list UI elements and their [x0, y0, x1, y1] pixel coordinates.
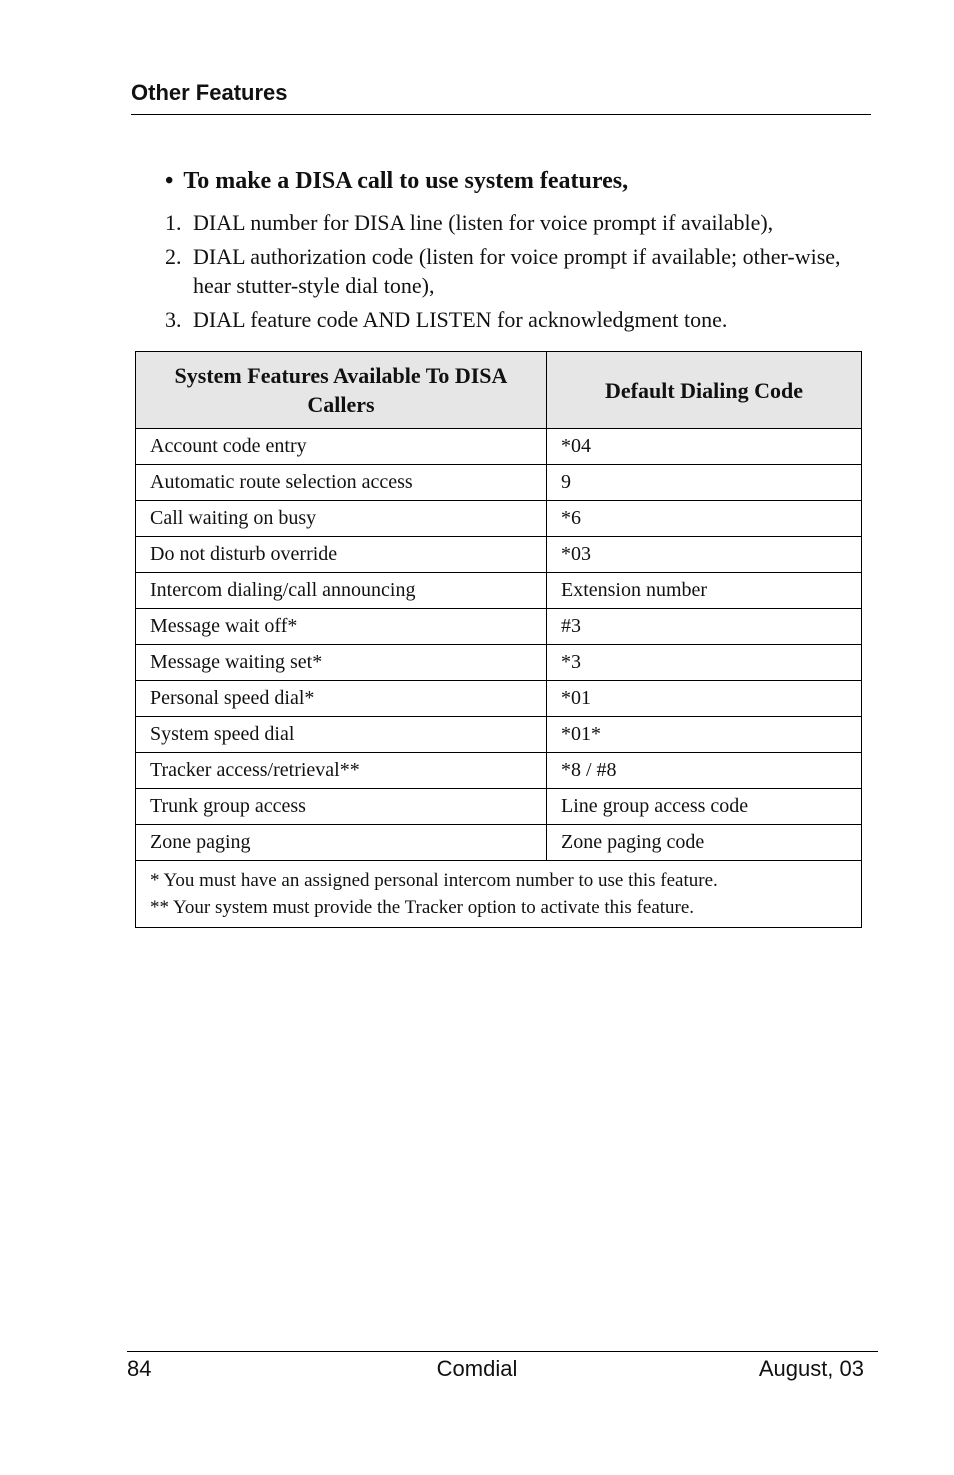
footer-page-number: 84	[127, 1356, 152, 1381]
step-number: 3.	[165, 307, 182, 332]
table-row	[136, 645, 862, 681]
code-cell: *8 / #8	[547, 753, 862, 789]
table-row	[136, 753, 862, 789]
footer-company: Comdial	[436, 1356, 518, 1381]
feature-cell: System speed dial	[136, 717, 547, 753]
feature-cell: Account code entry	[136, 429, 547, 465]
table-row	[136, 501, 862, 537]
feature-cell: Call waiting on busy	[136, 501, 547, 537]
feature-cell: Message wait off*	[136, 609, 547, 645]
table-row	[136, 429, 862, 465]
code-cell: Line group access code	[547, 789, 862, 825]
footer-rule	[127, 1351, 878, 1352]
code-cell: *6	[547, 501, 862, 537]
feature-cell: Tracker access/retrieval**	[136, 753, 547, 789]
steps-list	[165, 208, 865, 339]
table-notes-row	[136, 861, 862, 928]
table-row	[136, 789, 862, 825]
step-number: 1.	[165, 210, 182, 235]
footnote-tracker-option: ** Your system must provide the Tracker option to activate this feature.	[150, 897, 695, 918]
step-item	[165, 305, 865, 334]
table-row	[136, 465, 862, 501]
feature-cell: Intercom dialing/call announcing	[136, 573, 547, 609]
table-row	[136, 681, 862, 717]
step-number: 2.	[165, 244, 182, 269]
header-rule	[131, 114, 871, 115]
step-item	[165, 242, 865, 300]
code-cell: 9	[547, 465, 862, 501]
column-header-feature: System Features Available To DISA Callers	[136, 352, 547, 429]
table-row	[136, 609, 862, 645]
table-row	[136, 825, 862, 861]
code-cell: Zone paging code	[547, 825, 862, 861]
section-heading-text: To make a DISA call to use system features,	[183, 168, 629, 194]
section-heading	[165, 168, 628, 195]
column-header-code: Default Dialing Code	[547, 352, 862, 429]
feature-cell: Zone paging	[136, 825, 547, 861]
code-cell: Extension number	[547, 573, 862, 609]
step-text: DIAL feature code AND LISTEN for acknowledgment tone.	[193, 307, 728, 332]
table-row	[136, 717, 862, 753]
feature-cell: Message waiting set*	[136, 645, 547, 681]
code-cell: #3	[547, 609, 862, 645]
table-row	[136, 537, 862, 573]
step-text: DIAL authorization code (listen for voice prompt if available; other-wise, hear stutter-style dial tone),	[193, 244, 841, 298]
code-cell: *3	[547, 645, 862, 681]
feature-cell: Personal speed dial*	[136, 681, 547, 717]
running-header-title: Other Features	[131, 80, 288, 105]
footnote-personal-intercom: * You must have an assigned personal intercom number to use this feature.	[150, 870, 718, 891]
code-cell: *01	[547, 681, 862, 717]
table-row	[136, 573, 862, 609]
step-text: DIAL number for DISA line (listen for voice prompt if available),	[193, 210, 774, 235]
table-notes-cell	[136, 861, 862, 928]
bullet-icon: •	[165, 168, 174, 194]
step-item	[165, 208, 865, 237]
feature-cell: Automatic route selection access	[136, 465, 547, 501]
code-cell: *01*	[547, 717, 862, 753]
footer-date: August, 03	[758, 1356, 864, 1381]
code-cell: *04	[547, 429, 862, 465]
code-cell: *03	[547, 537, 862, 573]
table-header-row	[136, 352, 862, 429]
disa-features-table	[135, 351, 862, 928]
feature-cell: Trunk group access	[136, 789, 547, 825]
feature-cell: Do not disturb override	[136, 537, 547, 573]
